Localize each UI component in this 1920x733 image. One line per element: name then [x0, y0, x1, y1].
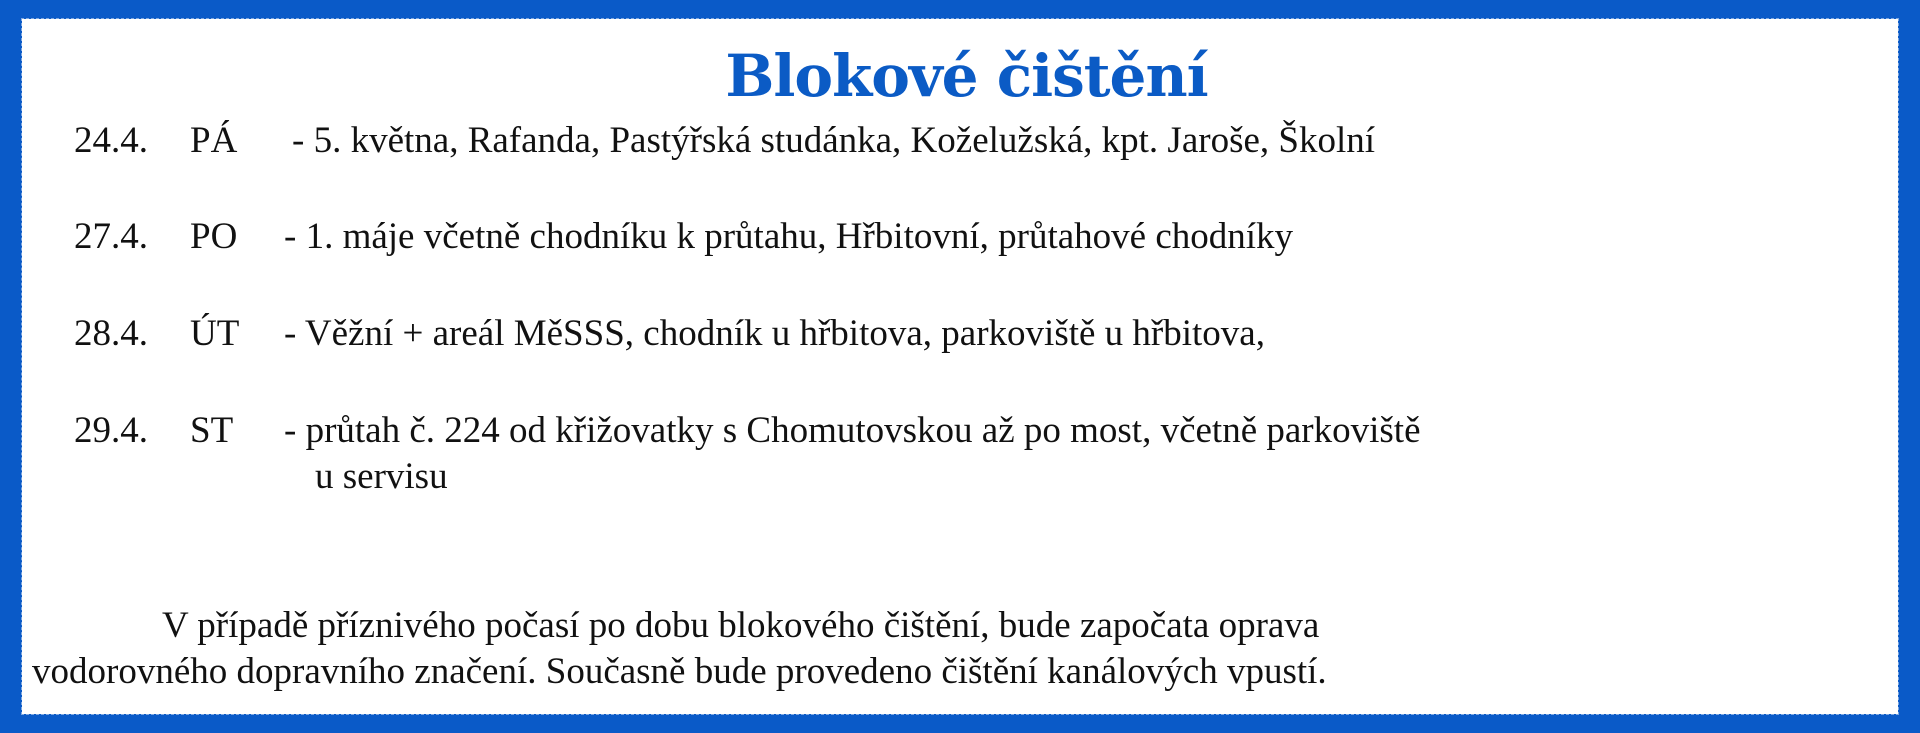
schedule-date: 29.4. — [74, 410, 148, 451]
schedule-date: 24.4. — [74, 120, 148, 161]
note-line-1: V případě příznivého počasí po dobu blokového čištění, bude započata oprava — [162, 605, 1320, 646]
page-title: Blokové čištění — [725, 42, 1208, 110]
schedule-description: - Věžní + areál MěSSS, chodník u hřbitova, parkoviště u hřbitova, — [284, 313, 1265, 354]
schedule-description-continuation: u servisu — [315, 456, 448, 497]
schedule-date: 27.4. — [74, 216, 148, 257]
notice-page — [22, 19, 1898, 714]
schedule-description: - 1. máje včetně chodníku k průtahu, Hřbitovní, průtahové chodníky — [284, 216, 1294, 257]
schedule-description: - průtah č. 224 od křižovatky s Chomutovskou až po most, včetně parkoviště — [284, 410, 1421, 451]
note-line-2: vodorovného dopravního značení. Současně bude provedeno čištění kanálových vpustí. — [32, 651, 1327, 692]
schedule-day: PÁ — [190, 120, 238, 161]
schedule-description: - 5. května, Rafanda, Pastýřská studánka, Koželužská, kpt. Jaroše, Školní — [292, 120, 1376, 161]
schedule-day: PO — [190, 216, 238, 257]
schedule-date: 28.4. — [74, 313, 148, 354]
schedule-day: ÚT — [190, 313, 240, 354]
schedule-day: ST — [190, 410, 234, 451]
